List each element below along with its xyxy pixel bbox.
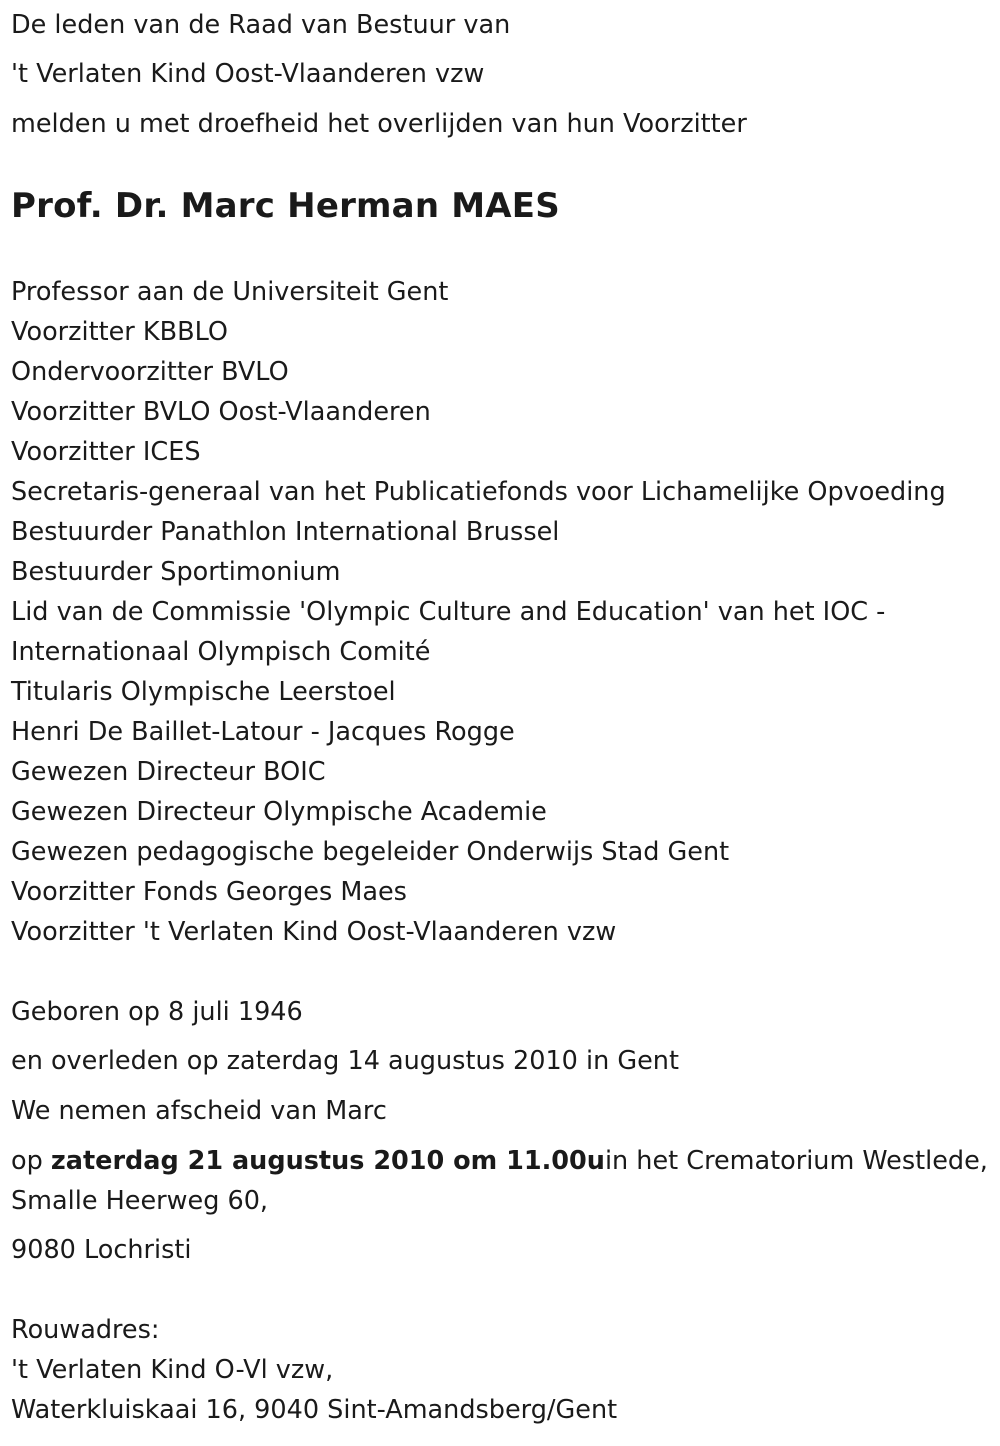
title-item: Bestuurder Panathlon International Brussel xyxy=(11,517,560,547)
title-item: Voorzitter ICES xyxy=(11,437,201,467)
birth-date: Geboren op 8 juli 1946 xyxy=(11,997,303,1027)
funeral-location: in het Crematorium Westlede, xyxy=(604,1146,988,1176)
mourning-address-line-2: Waterkluiskaai 16, 9040 Sint-Amandsberg/Gent xyxy=(11,1395,618,1425)
title-item: Voorzitter KBBLO xyxy=(11,317,228,347)
title-item: Henri De Baillet-Latour - Jacques Rogge xyxy=(11,717,515,747)
death-date: en overleden op zaterdag 14 augustus 2010 in Gent xyxy=(11,1046,679,1076)
funeral-prefix: op xyxy=(11,1146,51,1176)
title-item: Gewezen pedagogische begeleider Onderwijs Stad Gent xyxy=(11,837,730,867)
intro-line-3: melden u met droefheid het overlijden van hun Voorzitter xyxy=(11,109,747,139)
title-item: Professor aan de Universiteit Gent xyxy=(11,277,449,307)
funeral-address-line-1: Smalle Heerweg 60, xyxy=(11,1186,269,1216)
farewell-intro: We nemen afscheid van Marc xyxy=(11,1096,387,1126)
title-item: Bestuurder Sportimonium xyxy=(11,557,341,587)
funeral-details xyxy=(11,1146,988,1176)
mourning-address-label: Rouwadres: xyxy=(11,1315,160,1345)
title-item: Gewezen Directeur BOIC xyxy=(11,757,326,787)
title-item: Voorzitter Fonds Georges Maes xyxy=(11,877,407,907)
title-item: Secretaris-generaal van het Publicatiefonds voor Lichamelijke Opvoeding xyxy=(11,477,946,507)
funeral-date-time: zaterdag 21 augustus 2010 om 11.00u xyxy=(50,1146,605,1176)
intro-line-2: 't Verlaten Kind Oost-Vlaanderen vzw xyxy=(11,59,485,89)
title-item: Voorzitter 't Verlaten Kind Oost-Vlaanderen vzw xyxy=(11,917,617,947)
title-item: Lid van de Commissie 'Olympic Culture and Education' van het IOC - xyxy=(11,597,886,627)
mourning-address-line-1: 't Verlaten Kind O-Vl vzw, xyxy=(11,1355,334,1385)
funeral-address-line-2: 9080 Lochristi xyxy=(11,1235,192,1265)
deceased-name: Prof. Dr. Marc Herman MAES xyxy=(11,186,560,226)
titles-list xyxy=(11,277,946,957)
title-item: Internationaal Olympisch Comité xyxy=(11,637,431,667)
title-item: Voorzitter BVLO Oost-Vlaanderen xyxy=(11,397,431,427)
intro-line-1: De leden van de Raad van Bestuur van xyxy=(11,10,511,40)
title-item: Gewezen Directeur Olympische Academie xyxy=(11,797,547,827)
title-item: Titularis Olympische Leerstoel xyxy=(11,677,396,707)
title-item: Ondervoorzitter BVLO xyxy=(11,357,289,387)
